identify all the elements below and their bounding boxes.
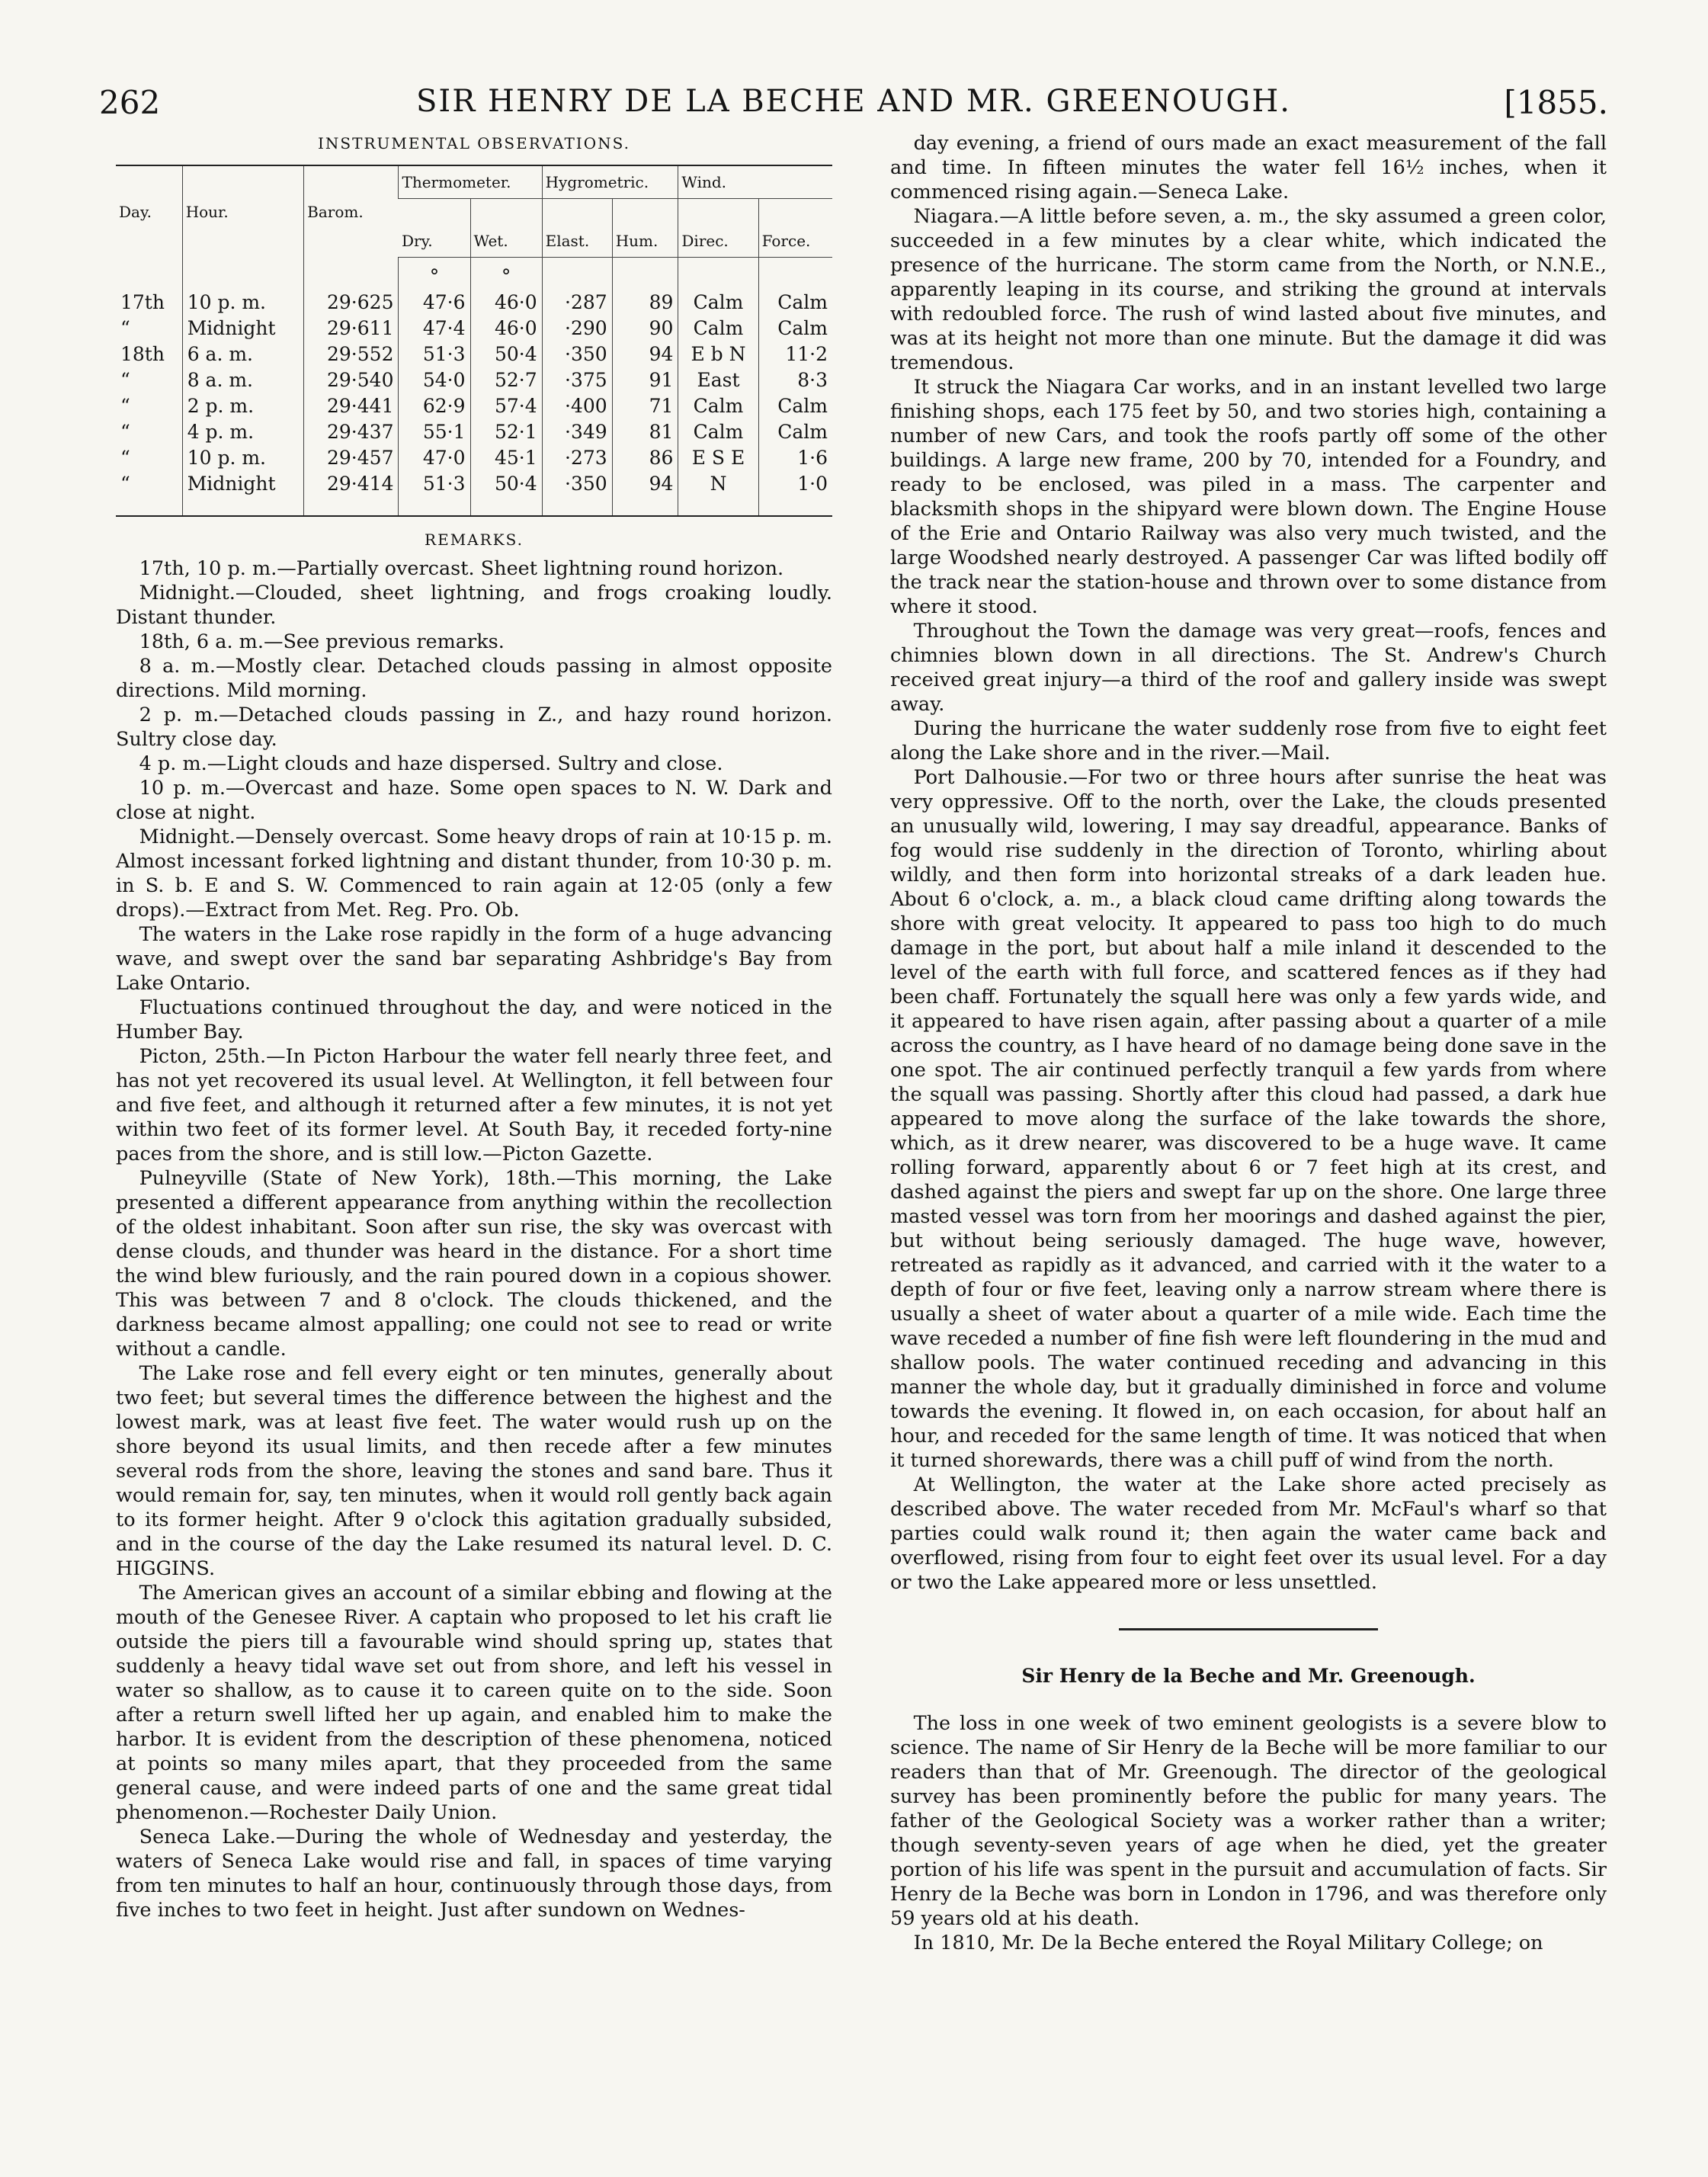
cell-day: 18th	[120, 343, 165, 365]
cell-wet: 50·4	[470, 471, 542, 516]
cell-hum: 94	[612, 341, 678, 367]
right-column	[890, 131, 1607, 1955]
remark-paragraph: 2 p. m.—Detached clouds passing in Z., and hazy round horizon. Sultry close day.	[116, 704, 832, 751]
degree-cell	[116, 258, 182, 290]
cell-dry: 47·6	[399, 290, 470, 316]
cell-elast: ·375	[542, 367, 612, 393]
remark-paragraph: Midnight.—Densely overcast. Some heavy drops of rain at 10·15 p. m. Almost incessant forked lightning and distant thunder, from 10·30 p. m. in S. b. E and S. W. Commenced to rain again at 12·05 (only a few drops).—Extract from Met. Reg. Pro. Ob.	[116, 826, 832, 922]
degree-cell	[542, 258, 612, 290]
cell-force: 8·3	[758, 367, 832, 393]
cell-force: Calm	[758, 419, 832, 445]
degree-cell	[612, 258, 678, 290]
remarks-block	[116, 556, 832, 922]
table-row	[116, 471, 832, 516]
cell-wet: 52·1	[470, 419, 542, 445]
cell-hour: Midnight	[182, 471, 303, 516]
cell-day: “	[120, 369, 130, 391]
cell-day: “	[120, 421, 130, 443]
cell-barom: 29·414	[304, 471, 399, 516]
col-day: Day.	[119, 202, 152, 221]
paragraph: In 1810, Mr. De la Beche entered the Royal Military College; on	[913, 1932, 1543, 1954]
cell-direc: E b N	[678, 341, 758, 367]
cell-dry: 51·3	[399, 341, 470, 367]
cell-elast: ·273	[542, 445, 612, 471]
cell-hum: 81	[612, 419, 678, 445]
cell-wet: 52·7	[470, 367, 542, 393]
cell-hum: 91	[612, 367, 678, 393]
remarks-title: REMARKS.	[425, 531, 524, 549]
cell-elast: ·350	[542, 341, 612, 367]
section-text-block	[890, 1711, 1607, 1955]
group-hygrometric: Hygrometric.	[542, 165, 678, 199]
cell-day: “	[120, 317, 130, 339]
cell-elast: ·400	[542, 393, 612, 419]
table-row	[116, 316, 832, 341]
paragraph: Picton, 25th.—In Picton Harbour the water fell nearly three feet, and has not yet recovered its usual level. At Wellington, it fell between four and five feet, and although it returned after a few minutes, it is not yet within two feet of its former level. At South Bay, it receded forty-nine paces from the shore, and is still low.—Picton Gazette.	[116, 1045, 832, 1165]
table-row	[116, 367, 832, 393]
paragraph: During the hurricane the water suddenly rose from five to eight feet along the Lake shore and in the river.—Mail.	[890, 717, 1607, 765]
table-row	[116, 445, 832, 471]
paragraph: At Wellington, the water at the Lake shore acted precisely as described above. The water receded from Mr. McFaul's wharf so that parties could walk round it; then again the water came back and overflowed, rising from four to eight feet over its usual level. For a day or two the Lake appeared more or less unsettled.	[890, 1473, 1607, 1594]
paragraph: Throughout the Town the damage was very great—roofs, fences and chimnies blown down in all directions. The St. Andrew's Church received great injury—a third of the roof and gallery inside was swept away.	[890, 620, 1607, 716]
cell-direc: East	[678, 367, 758, 393]
table-row	[116, 419, 832, 445]
cell-dry: 62·9	[399, 393, 470, 419]
cell-wet: 50·4	[470, 341, 542, 367]
cell-wet: 57·4	[470, 393, 542, 419]
cell-hour: 2 p. m.	[182, 393, 303, 419]
table-row	[116, 290, 832, 316]
cell-dry: 47·4	[399, 316, 470, 341]
left-column	[116, 131, 832, 1922]
col-hum: Hum.	[612, 199, 678, 258]
paragraph: The waters in the Lake rose rapidly in the form of a huge advancing wave, and swept over the sand bar separating Ashbridge's Bay from Lake Ontario.	[116, 923, 832, 995]
paragraph: Niagara.—A little before seven, a. m., the sky assumed a green color, succeeded in a few minutes by a clear white, which indicated the presence of the hurricane. The storm came from the North, or N.N.E., apparently leaping in its course, and striking the ground at intervals with redoubled force. The rush of wind lasted about five minutes, and was at its height not more than one minute. But the damage it did was tremendous.	[890, 205, 1607, 374]
cell-wet: 45·1	[470, 445, 542, 471]
cell-barom: 29·540	[304, 367, 399, 393]
remark-paragraph: 8 a. m.—Mostly clear. Detached clouds passing in almost opposite directions. Mild morning.	[116, 655, 832, 702]
section-divider	[1119, 1628, 1378, 1630]
cell-hour: Midnight	[182, 316, 303, 341]
remark-paragraph: Midnight.—Clouded, sheet lightning, and frogs croaking loudly. Distant thunder.	[116, 582, 832, 629]
col-elast: Elast.	[542, 199, 612, 258]
left-text-block	[116, 922, 832, 1922]
paragraph: Pulneyville (State of New York), 18th.—This morning, the Lake presented a different appearance from anything within the recollection of the oldest inhabitant. Soon after sun rise, the sky was overcast with dense clouds, and thunder was heard in the distance. For a short time the wind blew furiously, and the rain poured down in a copious shower. This was between 7 and 8 o'clock. The clouds thickened, and the darkness became almost appalling; one could not see to read or write without a candle.	[116, 1167, 832, 1361]
degree-cell	[304, 258, 399, 290]
paragraph: Fluctuations continued throughout the day, and were noticed in the Humber Bay.	[116, 996, 832, 1044]
cell-direc: Calm	[678, 393, 758, 419]
cell-direc: N	[678, 471, 758, 516]
cell-dry: 54·0	[399, 367, 470, 393]
remark-paragraph: 4 p. m.—Light clouds and haze dispersed. Sultry and close.	[139, 752, 723, 775]
group-thermometer: Thermometer.	[399, 165, 542, 199]
year-label: [1855.	[1504, 84, 1608, 121]
degree-cell: °	[399, 258, 470, 290]
running-title: SIR HENRY DE LA BECHE AND MR. GREENOUGH.	[416, 84, 1291, 119]
cell-hum: 90	[612, 316, 678, 341]
paragraph: Seneca Lake.—During the whole of Wednesday and yesterday, the waters of Seneca Lake would rise and fall, in spaces of time varying from ten minutes to half an hour, continuously through those days, from five inches to two feet in height. Just after sundown on Wednes-	[116, 1826, 832, 1922]
paragraph: Port Dalhousie.—For two or three hours after sunrise the heat was very oppressive. Off to the north, over the Lake, the clouds presented an unusually wild, lowering, I may say dreadful, appearance. Banks of fog would rise suddenly in the direction of Toronto, whirling about wildly, and then form into horizontal streaks of a dark leaden hue. About 6 o'clock, a. m., a black cloud came drifting along towards the shore with great velocity. It appeared to pass too high to do much damage in the port, but about half a mile inland it descended to the level of the earth with full force, and scattered fences as if they had been chaff. Fortunately the squall here was only a few yards wide, and it appeared to have risen again, after passing about a quarter of a mile across the country, as I have heard of no damage being done save in the one spot. The air continued perfectly tranquil a few yards from where the squall was passing. Shortly after this cloud had passed, a dark hue appeared to move along the surface of the lake towards the shore, which, as it drew nearer, was discovered to be a huge wave. It came rolling forward, apparently about 6 or 7 feet high at its crest, and dashed against the piers and swept far up on the shore. One large three masted vessel was torn from her moorings and dashed against the pier, but without being seriously damaged. The huge wave, however, retreated as rapidly as it advanced, and carried with it the water to a depth of four or five feet, leaving only a narrow stream where there is usually a sheet of water about a quarter of a mile wide. Each time the wave receded a number of fine fish were left floundering in the mud and shallow pools. The water continued receding and advancing in this manner the whole day, but it gradually diminished in force and volume towards the evening. It flowed in, on each occasion, for about half an hour, and receded for the same length of time. It was noticed that when it turned shorewards, there was a chill puff of wind from the north.	[890, 766, 1607, 1472]
cell-barom: 29·552	[304, 341, 399, 367]
cell-barom: 29·437	[304, 419, 399, 445]
cell-force: Calm	[758, 290, 832, 316]
cell-direc: Calm	[678, 290, 758, 316]
col-hour: Hour.	[182, 165, 303, 258]
degree-cell	[758, 258, 832, 290]
cell-direc: E S E	[678, 445, 758, 471]
paragraph: day evening, a friend of ours made an exact measurement of the fall and time. In fifteen minutes the water fell 16½ inches, when it commenced rising again.—Seneca Lake.	[890, 132, 1607, 204]
degree-cell	[182, 258, 303, 290]
col-wet: Wet.	[470, 199, 542, 258]
observations-body	[116, 258, 832, 517]
remark-paragraph: 18th, 6 a. m.—See previous remarks.	[139, 630, 505, 653]
cell-force: Calm	[758, 393, 832, 419]
page-header	[99, 84, 1608, 130]
table-row	[116, 393, 832, 419]
paragraph: The loss in one week of two eminent geologists is a severe blow to science. The name of Sir Henry de la Beche will be more familiar to our readers than that of Mr. Greenough. The director of the geological survey has been prominently before the public for many years. The father of the Geological Society was a worker rather than a writer; though seventy-seven years of age when he died, yet the greater portion of his life was spent in the pursuit and accumulation of facts. Sir Henry de la Beche was born in London in 1796, and was therefore only 59 years old at his death.	[890, 1712, 1607, 1930]
cell-hum: 94	[612, 471, 678, 516]
group-wind: Wind.	[678, 165, 832, 199]
cell-elast: ·349	[542, 419, 612, 445]
cell-barom: 29·625	[304, 290, 399, 316]
degree-cell: °	[470, 258, 542, 290]
cell-barom: 29·611	[304, 316, 399, 341]
section-heading: Sir Henry de la Beche and Mr. Greenough.	[1021, 1665, 1476, 1687]
paragraph: The American gives an account of a similar ebbing and flowing at the mouth of the Genesee River. A captain who proposed to let his craft lie outside the piers till a favourable wind should spring up, states that suddenly a heavy tidal wave set out from shore, and left his vessel in water so shallow, as to cause it to careen quite on to the side. Soon after a return swell lifted her up again, and enabled him to make the harbor. It is evident from the description of these phenomena, noticed at points so many miles apart, that they proceeded from the same general cause, and were indeed parts of one and the same great tidal phenomenon.—Rochester Daily Union.	[116, 1582, 832, 1824]
cell-hour: 6 a. m.	[182, 341, 303, 367]
page-number: 262	[99, 84, 161, 121]
observations-table	[116, 165, 832, 517]
cell-dry: 55·1	[399, 419, 470, 445]
col-direc: Direc.	[678, 199, 758, 258]
cell-dry: 47·0	[399, 445, 470, 471]
cell-hum: 71	[612, 393, 678, 419]
remark-paragraph: 10 p. m.—Overcast and haze. Some open spaces to N. W. Dark and close at night.	[116, 777, 832, 824]
col-barom: Barom.	[304, 165, 399, 258]
paragraph: The Lake rose and fell every eight or ten minutes, generally about two feet; but several times the difference between the highest and the lowest mark, was at least five feet. The water would rush up on the shore beyond its usual limits, and then recede after a few minutes several rods from the shore, leaving the stones and sand bare. Thus it would remain for, say, ten minutes, when it would roll gently back again to its former height. After 9 o'clock this agitation gradually subsided, and in the course of the day the Lake resumed its natural level. D. C. HIGGINS.	[116, 1362, 832, 1580]
cell-hour: 8 a. m.	[182, 367, 303, 393]
remark-paragraph: 17th, 10 p. m.—Partially overcast. Sheet lightning round horizon.	[139, 557, 784, 580]
cell-wet: 46·0	[470, 316, 542, 341]
cell-elast: ·287	[542, 290, 612, 316]
cell-day: “	[120, 395, 130, 417]
cell-hour: 4 p. m.	[182, 419, 303, 445]
cell-barom: 29·441	[304, 393, 399, 419]
cell-day: 17th	[120, 291, 165, 313]
cell-direc: Calm	[678, 419, 758, 445]
col-force: Force.	[758, 199, 832, 258]
cell-force: 1·0	[758, 471, 832, 516]
cell-hum: 89	[612, 290, 678, 316]
table-title: INSTRUMENTAL OBSERVATIONS.	[318, 134, 630, 152]
cell-day: “	[120, 447, 130, 469]
cell-wet: 46·0	[470, 290, 542, 316]
degree-row	[116, 258, 832, 290]
degree-cell	[678, 258, 758, 290]
cell-hour: 10 p. m.	[182, 290, 303, 316]
col-dry: Dry.	[399, 199, 470, 258]
cell-direc: Calm	[678, 316, 758, 341]
cell-elast: ·290	[542, 316, 612, 341]
cell-force: 11·2	[758, 341, 832, 367]
cell-dry: 51·3	[399, 471, 470, 516]
cell-day: “	[120, 473, 130, 495]
paragraph: It struck the Niagara Car works, and in an instant levelled two large finishing shops, each 175 feet by 50, and two stories high, containing a number of new Cars, and took the roofs partly off some of the other buildings. A large new frame, 200 by 70, intended for a Foundry, and ready to be enclosed, was piled in a mass. The carpenter and blacksmith shops in the shipyard were blown down. The Engine House of the Erie and Ontario Railway was also very much twisted, and the large Woodshed nearly destroyed. A passenger Car was lifted bodily off the track near the station-house and thrown over to some distance from where it stood.	[890, 376, 1607, 618]
cell-hum: 86	[612, 445, 678, 471]
cell-force: Calm	[758, 316, 832, 341]
cell-elast: ·350	[542, 471, 612, 516]
cell-barom: 29·457	[304, 445, 399, 471]
cell-hour: 10 p. m.	[182, 445, 303, 471]
table-row	[116, 341, 832, 367]
cell-force: 1·6	[758, 445, 832, 471]
right-text-block	[890, 131, 1607, 1595]
